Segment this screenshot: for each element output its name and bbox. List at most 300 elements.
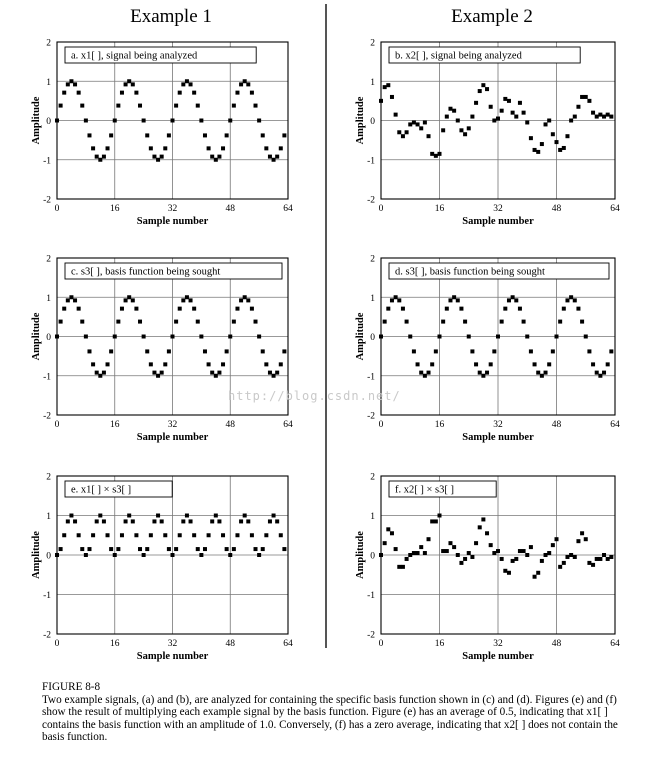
x-tick-label: 64 (610, 204, 620, 214)
x-tick-label: 48 (225, 639, 235, 649)
y-tick-label: -1 (367, 156, 375, 167)
data-point (55, 335, 59, 339)
data-point (225, 133, 229, 137)
data-point (569, 295, 573, 299)
data-point (189, 82, 193, 86)
y-tick-label: -2 (367, 195, 375, 206)
data-point (547, 119, 551, 123)
data-point (185, 79, 189, 83)
data-point (507, 298, 511, 302)
data-point (203, 349, 207, 353)
panel-label: e. x1[ ] × s3[ ] (71, 484, 132, 496)
x-tick-label: 0 (378, 420, 384, 430)
data-point (264, 533, 268, 537)
data-point (192, 91, 196, 95)
data-point (232, 320, 236, 324)
data-point (199, 119, 203, 123)
data-point (474, 362, 478, 366)
x-tick-label: 64 (283, 639, 293, 649)
data-point (145, 547, 149, 551)
data-point (203, 547, 207, 551)
data-point (156, 514, 160, 518)
data-point (214, 158, 218, 162)
data-point (540, 559, 544, 563)
data-point (66, 298, 70, 302)
data-point (59, 320, 63, 324)
data-point (595, 557, 599, 561)
data-point (478, 525, 482, 529)
x-axis-label: Sample number (136, 651, 209, 662)
data-point (525, 553, 529, 557)
data-point (394, 547, 398, 551)
data-point (134, 307, 138, 311)
data-point (569, 119, 573, 123)
data-point (459, 307, 463, 311)
data-point (591, 111, 595, 115)
data-point (386, 83, 390, 87)
data-point (551, 132, 555, 136)
data-point (551, 543, 555, 547)
data-point (540, 142, 544, 146)
x-axis-label: Sample number (136, 216, 209, 227)
data-point (207, 362, 211, 366)
data-point (160, 155, 164, 159)
data-point (518, 549, 522, 553)
data-point (405, 130, 409, 134)
data-point (580, 320, 584, 324)
data-point (518, 101, 522, 105)
data-point (606, 557, 610, 561)
data-point (379, 335, 383, 339)
data-point (496, 549, 500, 553)
data-point (73, 298, 77, 302)
data-point (412, 551, 416, 555)
data-point (606, 113, 610, 117)
y-tick-label: 1 (46, 77, 51, 88)
data-point (203, 133, 207, 137)
data-point (257, 119, 261, 123)
data-point (178, 533, 182, 537)
data-point (397, 298, 401, 302)
x-tick-label: 48 (551, 420, 562, 430)
data-point (102, 519, 106, 523)
data-point (591, 362, 595, 366)
data-point (214, 374, 218, 378)
data-point (525, 335, 529, 339)
data-point (573, 115, 577, 119)
data-point (467, 126, 471, 130)
data-point (156, 158, 160, 162)
data-point (430, 152, 434, 156)
chart-panel-a (31, 39, 293, 228)
data-point (91, 533, 95, 537)
data-point (587, 99, 591, 103)
data-point (95, 155, 99, 159)
data-point (405, 557, 409, 561)
data-point (438, 514, 442, 518)
data-point (275, 155, 279, 159)
data-point (250, 307, 254, 311)
x-tick-label: 32 (167, 639, 178, 649)
data-point (246, 298, 250, 302)
data-point (379, 553, 383, 557)
data-point (430, 362, 434, 366)
data-point (77, 91, 81, 95)
data-point (246, 519, 250, 523)
data-point (113, 119, 117, 123)
data-point (470, 555, 474, 559)
data-point (576, 307, 580, 311)
data-point (214, 514, 218, 518)
data-point (438, 152, 442, 156)
data-point (102, 371, 106, 375)
data-point (489, 362, 493, 366)
data-point (279, 533, 283, 537)
data-point (584, 537, 588, 541)
data-point (606, 362, 610, 366)
data-point (609, 115, 613, 119)
data-point (77, 307, 81, 311)
data-point (163, 533, 167, 537)
y-tick-label: 0 (370, 551, 375, 562)
y-tick-label: 0 (46, 551, 51, 562)
data-point (59, 104, 63, 108)
y-tick-label: 2 (370, 38, 375, 49)
data-point (134, 91, 138, 95)
panel-label: d. s3[ ], basis function being sought (395, 266, 545, 278)
data-point (264, 146, 268, 150)
data-point (102, 155, 106, 159)
data-point (257, 335, 261, 339)
data-point (120, 307, 124, 311)
data-point (441, 320, 445, 324)
data-point (511, 295, 515, 299)
data-point (210, 519, 214, 523)
data-point (73, 519, 77, 523)
data-point (124, 298, 128, 302)
data-point (279, 362, 283, 366)
data-point (522, 549, 526, 553)
data-point (210, 155, 214, 159)
data-point (196, 320, 200, 324)
data-point (467, 551, 471, 555)
data-point (69, 79, 73, 83)
data-point (174, 547, 178, 551)
data-point (485, 531, 489, 535)
data-point (416, 551, 420, 555)
data-point (427, 537, 431, 541)
data-point (492, 119, 496, 123)
data-point (507, 99, 511, 103)
data-point (55, 553, 59, 557)
data-point (467, 335, 471, 339)
data-point (59, 547, 63, 551)
data-point (127, 79, 131, 83)
x-tick-label: 16 (110, 204, 120, 214)
data-point (419, 545, 423, 549)
data-point (217, 519, 221, 523)
data-point (383, 320, 387, 324)
data-point (239, 298, 243, 302)
data-point (210, 371, 214, 375)
x-tick-label: 32 (493, 420, 503, 430)
data-point (131, 82, 135, 86)
x-tick-label: 32 (167, 204, 178, 214)
data-point (379, 99, 383, 103)
data-point (142, 119, 146, 123)
data-point (522, 320, 526, 324)
data-point (544, 371, 548, 375)
data-point (62, 91, 66, 95)
y-tick-label: 2 (46, 472, 51, 483)
data-point (408, 335, 412, 339)
data-point (463, 132, 467, 136)
data-point (587, 561, 591, 565)
y-tick-label: -2 (43, 195, 51, 206)
data-point (609, 349, 613, 353)
data-point (397, 130, 401, 134)
data-point (591, 563, 595, 567)
data-point (587, 349, 591, 353)
data-point (160, 371, 164, 375)
data-point (562, 146, 566, 150)
data-point (171, 335, 175, 339)
data-point (496, 335, 500, 339)
data-point (235, 307, 239, 311)
data-point (174, 104, 178, 108)
data-point (438, 335, 442, 339)
data-point (489, 105, 493, 109)
data-point (609, 555, 613, 559)
data-point (221, 146, 225, 150)
data-point (91, 146, 95, 150)
data-point (217, 155, 221, 159)
data-point (156, 374, 160, 378)
data-point (272, 514, 276, 518)
y-tick-label: 2 (370, 472, 375, 483)
data-point (109, 547, 113, 551)
data-point (98, 158, 102, 162)
data-point (87, 547, 91, 551)
data-point (207, 533, 211, 537)
data-point (562, 561, 566, 565)
data-point (217, 371, 221, 375)
data-point (138, 320, 142, 324)
data-point (427, 134, 431, 138)
data-point (555, 335, 559, 339)
data-point (533, 148, 537, 152)
chart-panel-c (31, 255, 293, 444)
data-point (189, 298, 193, 302)
data-point (221, 533, 225, 537)
data-point (481, 517, 485, 521)
data-point (463, 557, 467, 561)
data-point (427, 371, 431, 375)
x-tick-label: 0 (54, 420, 60, 430)
data-point (598, 113, 602, 117)
data-point (69, 295, 73, 299)
data-point (441, 549, 445, 553)
data-point (243, 295, 247, 299)
data-point (503, 97, 507, 101)
data-point (514, 298, 518, 302)
data-point (73, 82, 77, 86)
data-point (390, 531, 394, 535)
y-tick-label: -2 (367, 630, 375, 641)
data-point (62, 533, 66, 537)
data-point (390, 298, 394, 302)
data-point (452, 545, 456, 549)
data-point (500, 109, 504, 113)
data-point (261, 133, 265, 137)
y-axis-label: Amplitude (355, 96, 366, 145)
data-point (174, 320, 178, 324)
data-point (181, 82, 185, 86)
x-tick-label: 0 (378, 639, 384, 649)
caption-body: Two example signals, (a) and (b), are analyzed for containing the specific basis function shown in (c) and (d). Figures (e) and (f) show the result of multiplying each example signal by the basis function. Figure (e) has an average of 0.5, indicating that x1[ ] contains the basis function with an amplitude of 1.0. Conversely, (f) has a zero average, indicating that x2[ ] does not contain the basis function. (42, 693, 618, 744)
y-tick-label: 2 (370, 254, 375, 265)
data-point (496, 117, 500, 121)
data-point (456, 119, 460, 123)
data-point (171, 119, 175, 123)
x-axis-label: Sample number (462, 432, 534, 443)
y-tick-label: -1 (43, 156, 51, 167)
data-point (268, 371, 272, 375)
data-point (536, 150, 540, 154)
data-point (228, 553, 232, 557)
data-point (261, 349, 265, 353)
data-point (474, 101, 478, 105)
y-axis-label: Amplitude (31, 531, 42, 579)
data-point (598, 557, 602, 561)
data-point (529, 545, 533, 549)
data-point (55, 119, 59, 123)
panel-label: c. s3[ ], basis function being sought (71, 266, 221, 278)
data-point (448, 107, 452, 111)
data-point (547, 551, 551, 555)
data-point (239, 82, 243, 86)
x-tick-label: 48 (551, 639, 562, 649)
data-point (423, 374, 427, 378)
data-point (228, 119, 232, 123)
x-tick-label: 64 (610, 639, 620, 649)
data-point (386, 527, 390, 531)
data-point (401, 565, 405, 569)
data-point (533, 362, 537, 366)
x-tick-label: 0 (54, 204, 60, 214)
x-tick-label: 32 (493, 639, 503, 649)
data-point (199, 335, 203, 339)
data-point (142, 553, 146, 557)
data-point (507, 571, 511, 575)
data-point (225, 547, 229, 551)
data-point (573, 298, 577, 302)
data-point (124, 82, 128, 86)
x-tick-label: 48 (225, 204, 235, 214)
data-point (503, 569, 507, 573)
data-point (272, 374, 276, 378)
y-tick-label: -1 (367, 591, 375, 601)
data-point (485, 371, 489, 375)
watermark-text: http://blog.csdn.net/ (228, 389, 401, 403)
data-point (87, 133, 91, 137)
data-point (232, 547, 236, 551)
x-tick-label: 32 (167, 420, 178, 430)
y-tick-label: -1 (43, 591, 51, 601)
y-tick-label: 0 (46, 117, 51, 127)
data-point (394, 295, 398, 299)
x-tick-label: 0 (378, 204, 384, 214)
data-point (116, 320, 120, 324)
data-point (106, 533, 110, 537)
data-point (470, 115, 474, 119)
data-point (261, 547, 265, 551)
data-point (478, 89, 482, 93)
y-tick-label: 2 (46, 254, 51, 265)
column-title-example-2: Example 2 (451, 6, 533, 27)
y-axis-label: Amplitude (31, 312, 42, 361)
y-tick-label: 0 (370, 117, 375, 127)
data-point (268, 155, 272, 159)
data-point (412, 120, 416, 124)
data-point (485, 87, 489, 91)
data-point (250, 91, 254, 95)
x-axis-label: Sample number (136, 432, 209, 443)
data-point (580, 531, 584, 535)
chart-panel-b (355, 39, 620, 228)
x-tick-label: 48 (551, 204, 562, 214)
y-axis-label: Amplitude (355, 312, 366, 361)
data-point (518, 307, 522, 311)
data-point (239, 519, 243, 523)
data-point (434, 349, 438, 353)
data-point (69, 514, 73, 518)
data-point (106, 146, 110, 150)
data-point (228, 335, 232, 339)
data-point (423, 120, 427, 124)
panel-label: b. x2[ ], signal being analyzed (395, 50, 522, 62)
data-point (412, 349, 416, 353)
chart-panel-e (31, 473, 293, 663)
data-point (109, 133, 113, 137)
data-point (416, 362, 420, 366)
data-point (196, 547, 200, 551)
data-point (275, 371, 279, 375)
data-point (163, 146, 167, 150)
data-point (167, 349, 171, 353)
data-point (452, 295, 456, 299)
data-point (478, 371, 482, 375)
data-point (383, 85, 387, 89)
data-point (163, 362, 167, 366)
data-point (598, 374, 602, 378)
data-point (544, 553, 548, 557)
data-point (405, 320, 409, 324)
data-point (149, 146, 153, 150)
data-point (80, 104, 84, 108)
x-tick-label: 32 (493, 204, 503, 214)
x-tick-label: 0 (54, 639, 60, 649)
data-point (423, 551, 427, 555)
data-point (584, 335, 588, 339)
data-point (192, 307, 196, 311)
data-point (434, 154, 438, 158)
data-point (584, 95, 588, 99)
data-point (124, 519, 128, 523)
data-point (243, 514, 247, 518)
data-point (113, 335, 117, 339)
data-point (500, 557, 504, 561)
